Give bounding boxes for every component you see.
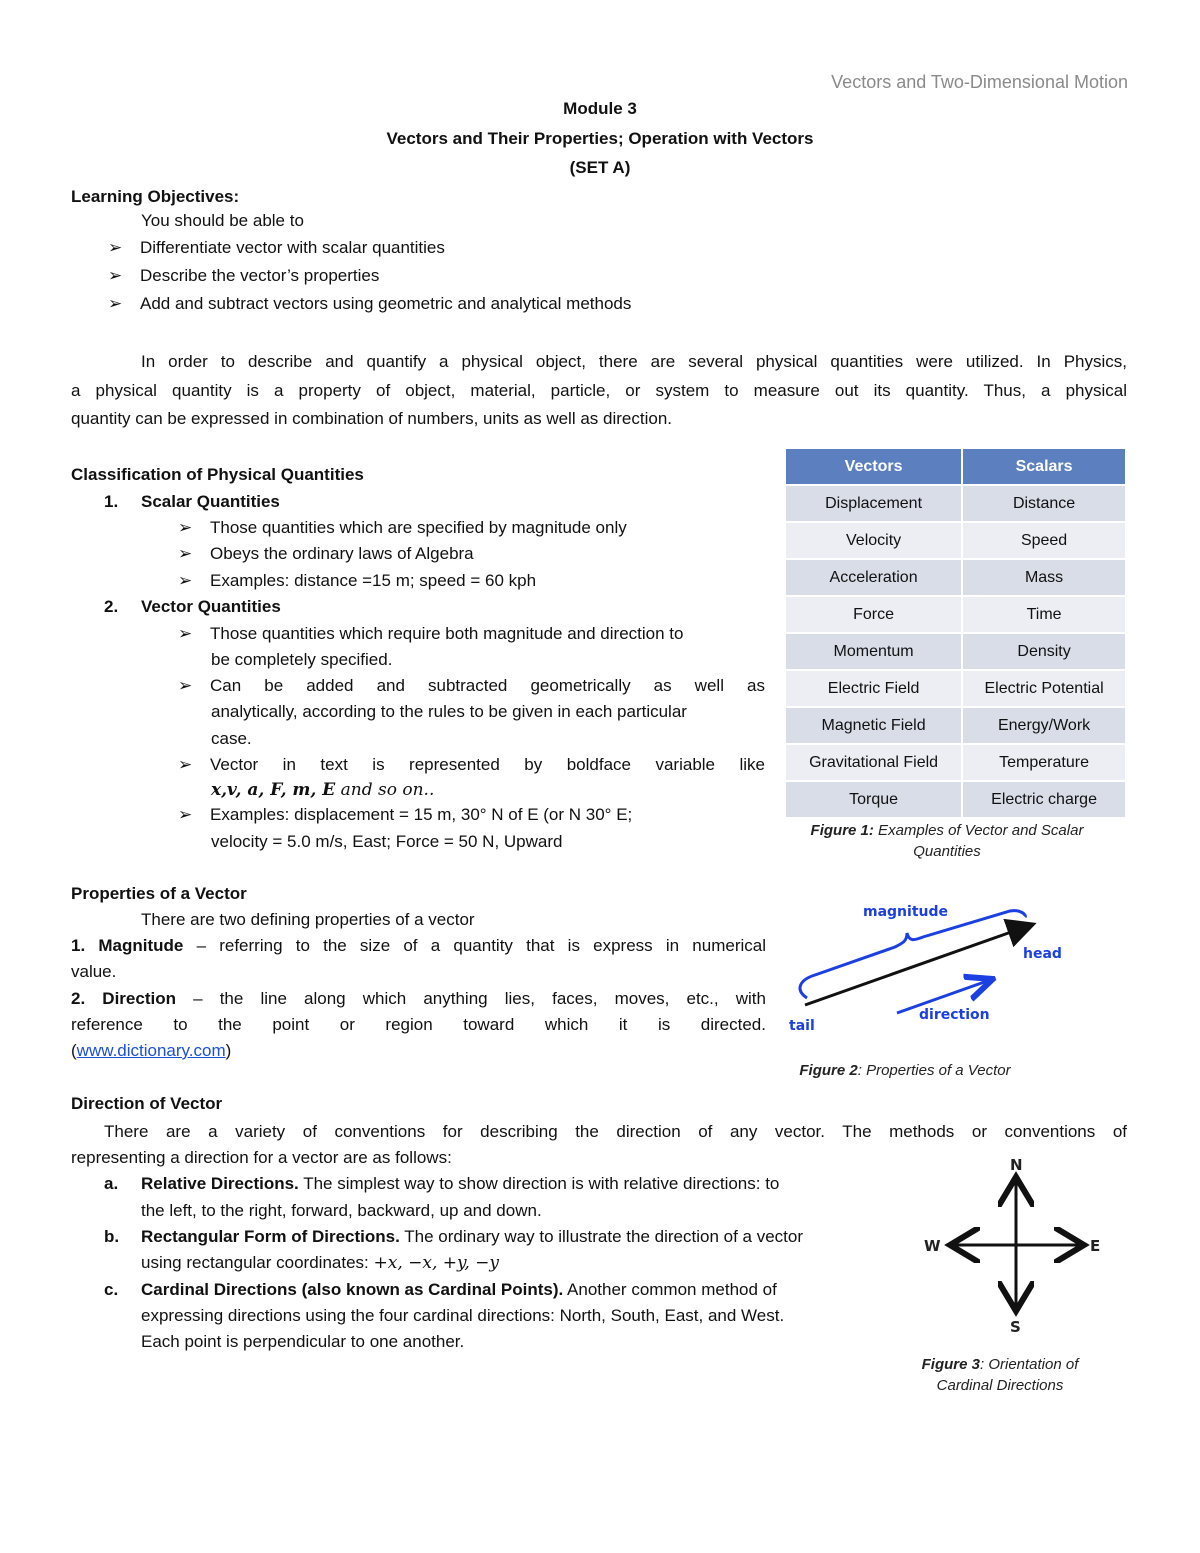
figure2-caption: Figure 2: Properties of a Vector — [799, 1062, 1011, 1079]
properties-heading: Properties of a Vector — [71, 884, 247, 903]
vectors-scalars-table — [784, 447, 1127, 819]
objectives-heading: Learning Objectives: — [71, 187, 240, 206]
vector-item: ➢ Examples: displacement = 15 m, 30° N of E (or N 30° E; — [178, 805, 633, 824]
scalar-item: ➢ Obeys the ordinary laws of Algebra — [178, 544, 474, 563]
table-cell: Mass — [963, 560, 1125, 595]
table-cell: Density — [963, 634, 1125, 669]
vector-item: ➢ Can be added and subtracted geometrically as well as — [178, 676, 765, 695]
list-label: a. — [104, 1174, 119, 1193]
intro-line: In order to describe and quantify a physical object, there are several physical quantities were utilized. In Physics, — [141, 352, 1127, 371]
magnitude-label: magnitude — [863, 904, 948, 920]
intro-line: quantity can be expressed in combination of numbers, units as well as direction. — [71, 409, 672, 428]
direction-def: 2. Direction – the line along which anything lies, faces, moves, etc., with — [71, 989, 766, 1008]
table-row — [786, 523, 1125, 558]
table-header-cell: Scalars — [963, 449, 1125, 484]
vector-item-cont: analytically, according to the rules to be given in each particular — [211, 702, 687, 721]
arrow-bullet-icon: ➢ — [108, 238, 123, 257]
cardinal-directions: Cardinal Directions (also known as Cardinal Points). Another common method of — [141, 1280, 777, 1299]
tail-label: tail — [789, 1018, 815, 1034]
module-set: (SET A) — [569, 158, 631, 177]
table-row — [786, 782, 1125, 817]
vector-item-cont: be completely specified. — [211, 650, 393, 669]
scalar-heading: 1. Scalar Quantities — [104, 492, 280, 511]
vector-item: ➢ Vector in text is represented by boldface variable like — [178, 755, 765, 774]
vector-properties-diagram — [785, 895, 1065, 1040]
arrow-bullet-icon: ➢ — [108, 294, 123, 313]
table-cell: Force — [786, 597, 961, 632]
vector-item-cont: velocity = 5.0 m/s, East; Force = 50 N, Upward — [211, 832, 563, 851]
scalar-item: ➢ Examples: distance =15 m; speed = 60 kph — [178, 571, 537, 590]
table-cell: Energy/Work — [963, 708, 1125, 743]
direction-def-cont: reference to the point or region toward which it is directed. — [71, 1015, 766, 1034]
table-row — [786, 708, 1125, 743]
arrow-bullet-icon: ➢ — [178, 544, 193, 563]
arrow-bullet-icon: ➢ — [178, 571, 193, 590]
relative-directions: Relative Directions. The simplest way to show direction is with relative directions: to — [141, 1174, 780, 1193]
scalar-item: ➢ Those quantities which are specified by magnitude only — [178, 518, 627, 537]
dictionary-reference: (www.dictionary.com) — [71, 1041, 232, 1060]
running-header: Vectors and Two-Dimensional Motion — [831, 72, 1128, 92]
magnitude-brace — [800, 911, 1025, 998]
figure3-caption: Figure 3: Orientation of Cardinal Directions — [921, 1356, 1079, 1394]
table-cell: Electric Field — [786, 671, 961, 706]
vector-item-cont: case. — [211, 729, 252, 748]
classification-heading: Classification of Physical Quantities — [71, 465, 364, 484]
magnitude-def: 1. Magnitude – referring to the size of a quantity that is express in numerical — [71, 936, 766, 955]
arrow-bullet-icon: ➢ — [178, 805, 193, 824]
west-label: W — [924, 1237, 941, 1255]
direction-intro: There are a variety of conventions for describing the direction of any vector. The methods or conventions of — [104, 1122, 1127, 1141]
table-cell: Speed — [963, 523, 1125, 558]
properties-intro: There are two defining properties of a vector — [141, 910, 475, 929]
arrow-bullet-icon: ➢ — [108, 266, 123, 285]
table-row — [786, 671, 1125, 706]
south-label: S — [1010, 1318, 1021, 1336]
table-cell: Displacement — [786, 486, 961, 521]
objective-item: ➢ Differentiate vector with scalar quantities — [108, 238, 445, 257]
cardinal-directions-cont: expressing directions using the four cardinal directions: North, South, East, and West. — [141, 1306, 785, 1325]
arrow-bullet-icon: ➢ — [178, 755, 193, 774]
objectives-intro: You should be able to — [141, 211, 304, 230]
dictionary-link[interactable]: www.dictionary.com — [76, 1041, 226, 1060]
cardinal-directions-cont: Each point is perpendicular to one another. — [141, 1332, 465, 1351]
figure1-caption: Figure 1: Examples of Vector and Scalar Quantities — [810, 822, 1084, 860]
table-cell: Time — [963, 597, 1125, 632]
table-row — [786, 560, 1125, 595]
table-row — [786, 634, 1125, 669]
cardinal-compass-diagram — [918, 1150, 1118, 1340]
table-row — [786, 745, 1125, 780]
table-cell: Electric charge — [963, 782, 1125, 817]
table-row — [786, 597, 1125, 632]
table-cell: Gravitational Field — [786, 745, 961, 780]
intro-line: a physical quantity is a property of object, material, particle, or system to measure out its quantity. Thus, a physical — [71, 381, 1127, 400]
direction-heading: Direction of Vector — [71, 1094, 223, 1113]
table-header-row — [786, 449, 1125, 484]
vector-heading: 2. Vector Quantities — [104, 597, 281, 616]
module-title: Module 3 — [563, 99, 637, 118]
table-cell: Velocity — [786, 523, 961, 558]
table-cell: Momentum — [786, 634, 961, 669]
vector-item: ➢ Those quantities which require both magnitude and direction to — [178, 624, 684, 643]
arrow-bullet-icon: ➢ — [178, 624, 193, 643]
table-cell: Electric Potential — [963, 671, 1125, 706]
table-cell: Acceleration — [786, 560, 961, 595]
direction-label: direction — [919, 1007, 990, 1023]
east-label: E — [1090, 1237, 1101, 1255]
magnitude-def-cont: value. — [71, 962, 117, 981]
north-label: N — [1010, 1156, 1023, 1174]
list-label: b. — [104, 1227, 120, 1246]
vector-math-line: x,v, a, F, m, E and so on.. — [211, 780, 435, 800]
arrow-bullet-icon: ➢ — [178, 518, 193, 537]
head-label: head — [1023, 946, 1062, 962]
relative-directions-cont: the left, to the right, forward, backward, up and down. — [141, 1201, 542, 1220]
table-header-cell: Vectors — [786, 449, 961, 484]
table-row — [786, 486, 1125, 521]
table-cell: Torque — [786, 782, 961, 817]
objective-item: ➢ Describe the vector’s properties — [108, 266, 380, 285]
table-cell: Temperature — [963, 745, 1125, 780]
objective-item: ➢ Add and subtract vectors using geometric and analytical methods — [108, 294, 632, 313]
arrow-bullet-icon: ➢ — [178, 676, 193, 695]
direction-intro-cont: representing a direction for a vector are as follows: — [71, 1148, 452, 1167]
vector-arrow — [805, 925, 1031, 1005]
table-cell: Magnetic Field — [786, 708, 961, 743]
list-label: c. — [104, 1280, 119, 1299]
module-subtitle: Vectors and Their Properties; Operation with Vectors — [386, 129, 814, 148]
rectangular-directions-cont: using rectangular coordinates: +x, −x, +y, −y — [141, 1253, 500, 1273]
table-cell: Distance — [963, 486, 1125, 521]
rectangular-directions: Rectangular Form of Directions. The ordinary way to illustrate the direction of a vector — [141, 1227, 803, 1246]
